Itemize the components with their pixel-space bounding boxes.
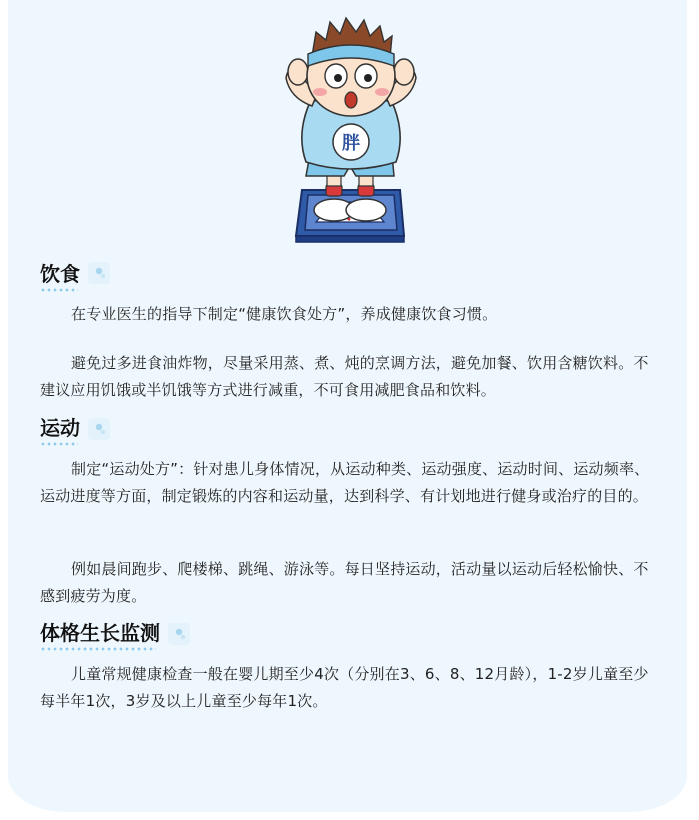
diet-paragraph-1: 在专业医生的指导下制定“健康饮食处方”，养成健康饮食习惯。 [71,305,498,323]
bubble-decoration-icon [86,260,112,286]
growth-paragraph-1: 儿童常规健康检查一般在婴儿期至少4次（分别在3、6、8、12月龄），1-2岁儿童至少每半年1次，3岁及以上儿童至少每年1次。 [40,665,649,710]
title-underline [40,288,78,292]
boy-on-scale-illustration [276,14,426,246]
section-title-exercise: 运动 [40,416,80,440]
shirt-label: 胖 [342,133,360,154]
section-title-diet: 饮食 [40,262,80,286]
diet-paragraph-2: 避免过多进食油炸物，尽量采用蒸、煮、炖的烹调方法，避免加餐、饮用含糖饮料。不建议应用饥饿或半饥饿等方式进行减重，不可食用减肥食品和饮料。 [40,354,649,399]
bubble-decoration-icon [166,621,192,647]
exercise-paragraph-1: 制定“运动处方”：针对患儿身体情况，从运动种类、运动强度、运动时间、运动频率、运动进度等方面，制定锻炼的内容和运动量，达到科学、有计划地进行健身或治疗的目的。 [40,460,650,505]
bubble-decoration-icon [86,416,112,442]
exercise-paragraph-2: 例如晨间跑步、爬楼梯、跳绳、游泳等。每日坚持运动，活动量以运动后轻松愉快、不感到疲劳为度。 [40,560,649,605]
title-underline [40,647,156,651]
title-underline [40,442,78,446]
section-title-growth-monitoring: 体格生长监测 [40,621,160,645]
